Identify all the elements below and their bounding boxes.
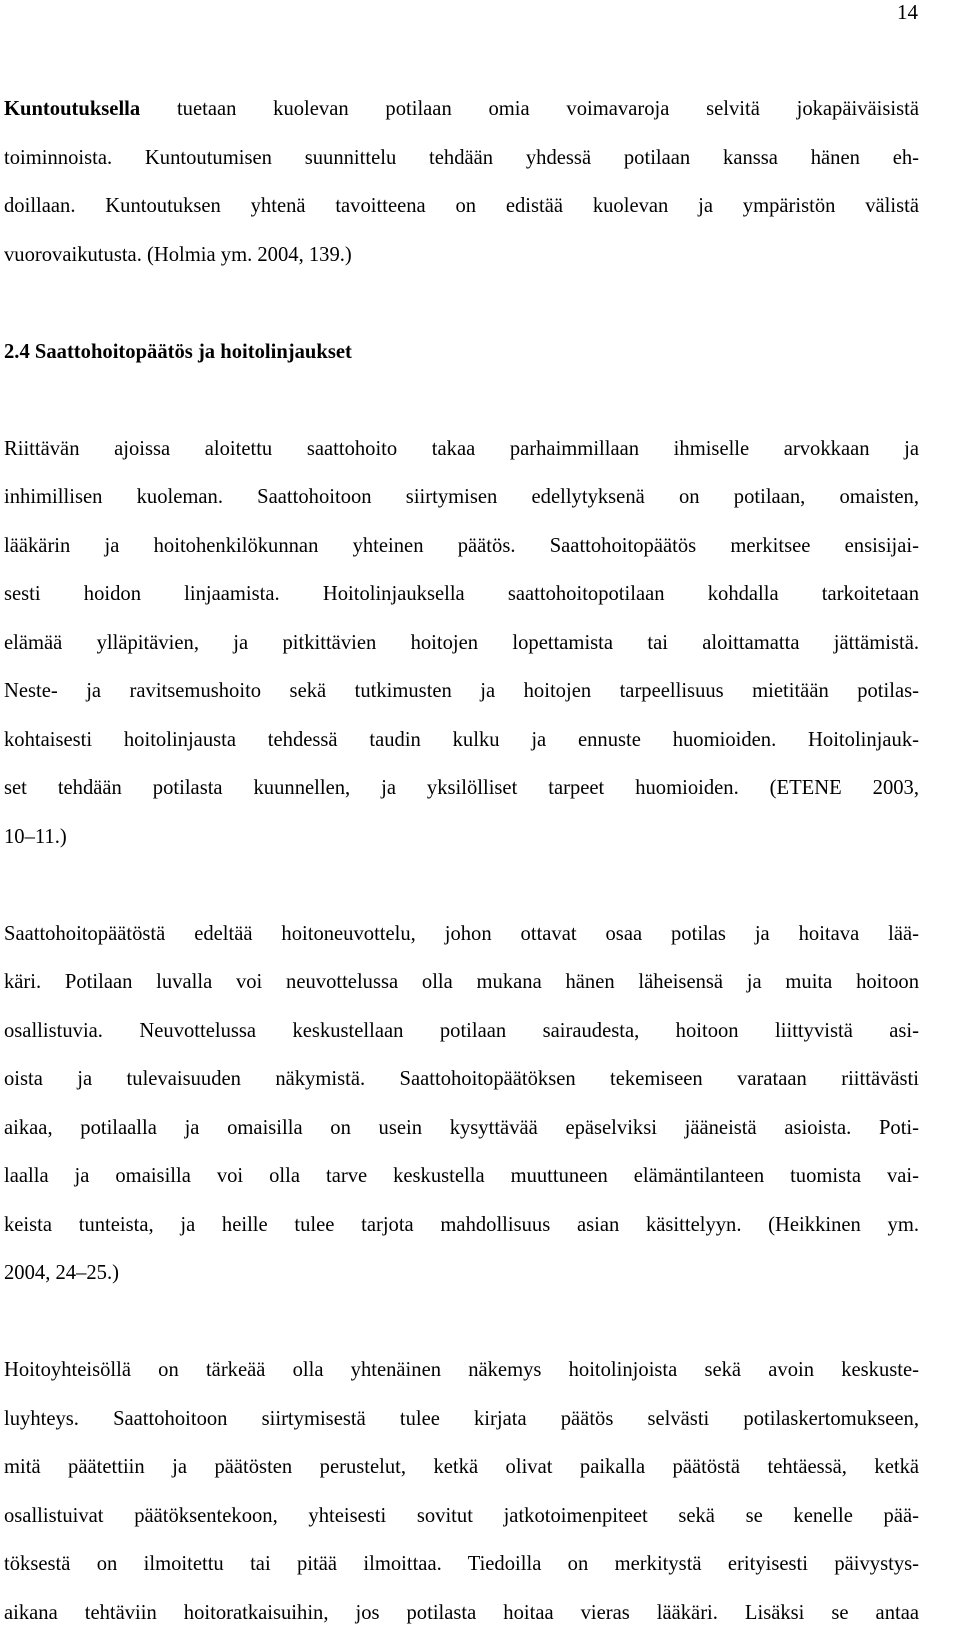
paragraph-line: käri. Potilaan luvalla voi neuvottelussa olla mukana hänen läheisensä ja muita hoitoon (4, 958, 919, 1007)
paragraph-line: mitä päätettiin ja päätösten perustelut, ketkä olivat paikalla päätöstä tehtäessä, ketkä (4, 1443, 919, 1492)
paragraph-line: keista tunteista, ja heille tulee tarjota mahdollisuus asian käsittelyyn. (Heikkinen ym. (4, 1201, 919, 1250)
paragraph-care-negotiation (4, 910, 919, 1298)
paragraph-line: toiminnoista. Kuntoutumisen suunnittelu tehdään yhdessä potilaan kanssa hänen eh- (4, 134, 919, 183)
document-body (4, 85, 919, 1637)
paragraph-rehabilitation (4, 85, 919, 279)
paragraph-line: Neste- ja ravitsemushoito sekä tutkimusten ja hoitojen tarpeellisuus mietitään potilas- (4, 667, 919, 716)
paragraph-line: aikaa, potilaalla ja omaisilla on usein kysyttävää epäselviksi jääneistä asioista. Poti- (4, 1104, 919, 1153)
paragraph-line: elämää ylläpitävien, ja pitkittävien hoitojen lopettamista tai aloittamatta jättämistä. (4, 619, 919, 668)
paragraph-palliative-decision (4, 425, 919, 862)
section-heading: 2.4 Saattohoitopäätös ja hoitolinjaukset (4, 328, 919, 377)
paragraph-line-text: tuetaan kuolevan potilaan omia voimavaroja selvitä jokapäiväisistä (140, 98, 919, 120)
paragraph-line: aikana tehtäviin hoitoratkaisuihin, jos potilasta hoitaa vieras lääkäri. Lisäksi se antaa (4, 1589, 919, 1637)
paragraph-line: oista ja tulevaisuuden näkymistä. Saattohoitopäätöksen tekemiseen varataan riittävästi (4, 1055, 919, 1104)
paragraph-line (4, 85, 919, 134)
paragraph-line: lääkärin ja hoitohenkilökunnan yhteinen päätös. Saattohoitopäätös merkitsee ensisijai- (4, 522, 919, 571)
paragraph-line: luyhteys. Saattohoitoon siirtymisestä tulee kirjata päätös selvästi potilaskertomukseen, (4, 1395, 919, 1444)
paragraph-line: Riittävän ajoissa aloitettu saattohoito takaa parhaimmillaan ihmiselle arvokkaan ja (4, 425, 919, 474)
paragraph-line: sesti hoidon linjaamista. Hoitolinjauksella saattohoitopotilaan kohdalla tarkoitetaan (4, 570, 919, 619)
paragraph-line: osallistuvia. Neuvottelussa keskustellaan potilaan sairaudesta, hoitoon liittyvistä asi- (4, 1007, 919, 1056)
paragraph-line: osallistuivat päätöksentekoon, yhteisesti sovitut jatkotoimenpiteet sekä se kenelle pää- (4, 1492, 919, 1541)
paragraph-line: vuorovaikutusta. (Holmia ym. 2004, 139.) (4, 231, 919, 280)
page-number: 14 (897, 0, 918, 24)
paragraph-line: töksestä on ilmoitettu tai pitää ilmoittaa. Tiedoilla on merkitystä erityisesti päivystys- (4, 1540, 919, 1589)
paragraph-line: Saattohoitopäätöstä edeltää hoitoneuvottelu, johon ottavat osaa potilas ja hoitava lää- (4, 910, 919, 959)
paragraph-line: inhimillisen kuoleman. Saattohoitoon siirtymisen edellytyksenä on potilaan, omaisten, (4, 473, 919, 522)
paragraph-care-community (4, 1346, 919, 1637)
paragraph-line: laalla ja omaisilla voi olla tarve keskustella muuttuneen elämäntilanteen tuomista vai- (4, 1152, 919, 1201)
paragraph-line: set tehdään potilasta kuunnellen, ja yksilölliset tarpeet huomioiden. (ETENE 2003, (4, 764, 919, 813)
paragraph-line: kohtaisesti hoitolinjausta tehdessä taudin kulku ja ennuste huomioiden. Hoitolinjauk- (4, 716, 919, 765)
paragraph-line: Hoitoyhteisöllä on tärkeää olla yhtenäinen näkemys hoitolinjoista sekä avoin keskuste- (4, 1346, 919, 1395)
paragraph-line: 10–11.) (4, 813, 919, 862)
bold-lead-term: Kuntoutuksella (4, 98, 140, 120)
paragraph-line: doillaan. Kuntoutuksen yhtenä tavoitteena on edistää kuolevan ja ympäristön välistä (4, 182, 919, 231)
paragraph-line: 2004, 24–25.) (4, 1249, 919, 1298)
